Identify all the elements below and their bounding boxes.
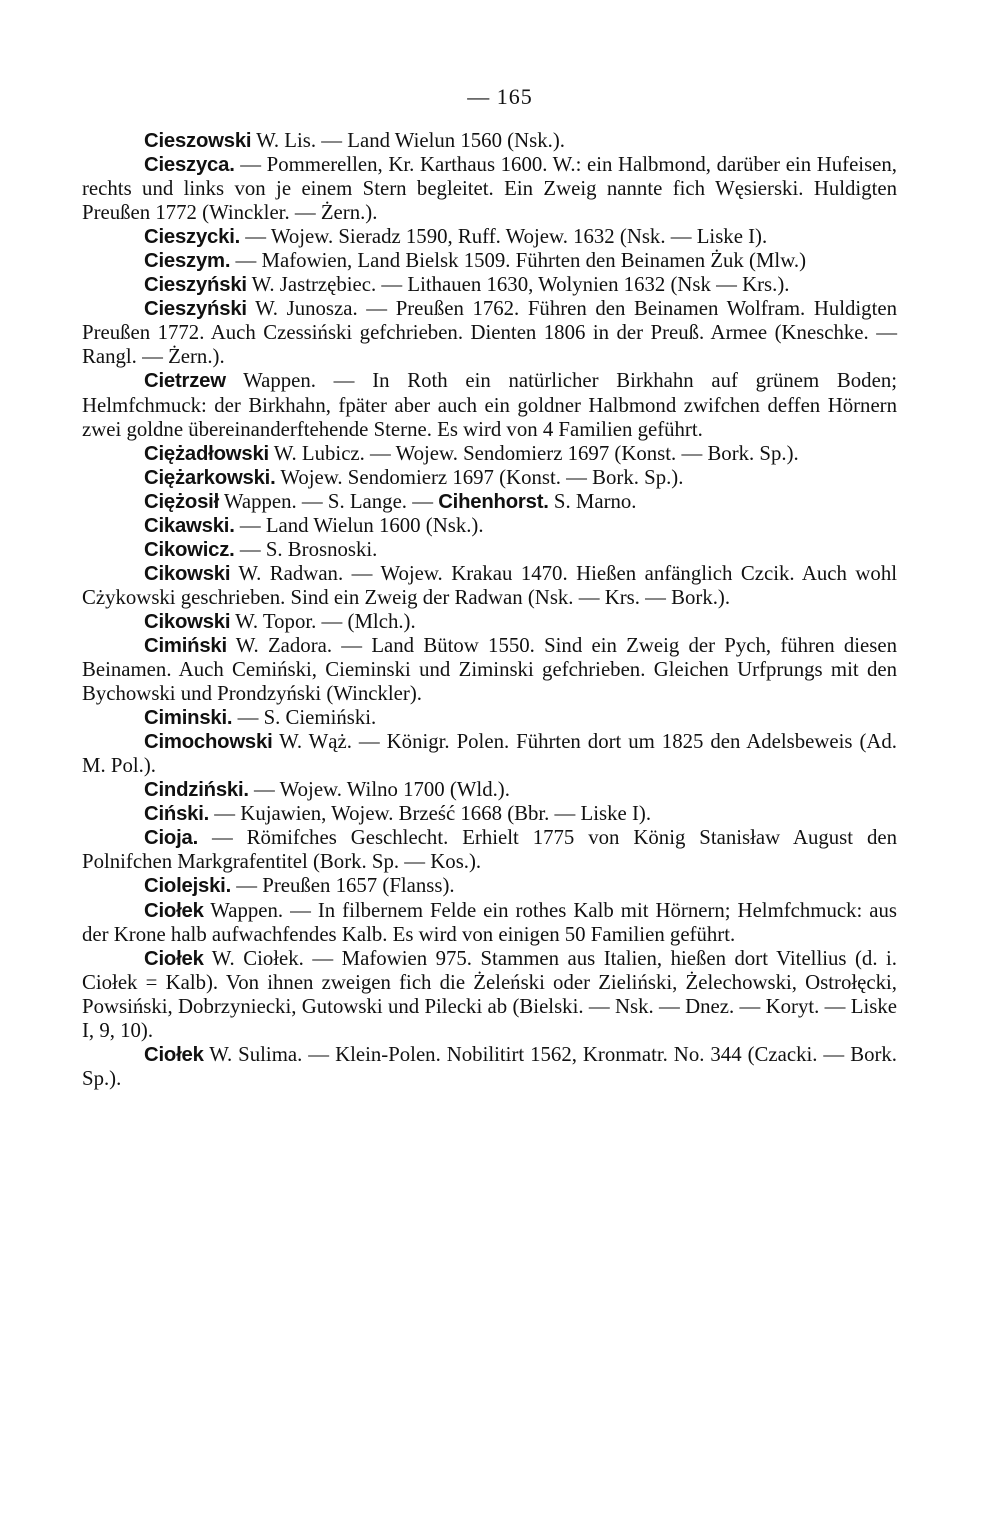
page-number: — 165: [467, 84, 533, 109]
entry: [82, 562, 897, 610]
entry-head: Cindziński.: [144, 779, 249, 802]
entry-head: Cimochowski: [144, 731, 273, 754]
entry-head: Ciężosił: [144, 490, 220, 513]
entry-head: Cihenhorst.: [438, 490, 549, 513]
entry-text: W. Lis. — Land Wielun 1560 (Nsk.).: [251, 129, 565, 152]
dictionary-entries: [82, 129, 897, 1091]
entry: [82, 514, 897, 538]
entry-text: — Pommerellen, Kr. Karthaus 1600. W.: ein Halbmond, darüber ein Hufeisen, rechts und links von je einem Stern begleitet. Ein Zweig nannte fich Węsierski. Huldigten Preußen 1772 (Winckler. — Żern.).: [82, 153, 897, 225]
entry-head: Ciński.: [144, 803, 210, 826]
entry-text: — Wojew. Sieradz 1590, Ruff. Wojew. 1632 (Nsk. — Liske I).: [240, 225, 768, 249]
entry-text: — S. Brosnoski.: [234, 537, 378, 561]
entry-text: — Land Wielun 1600 (Nsk.).: [234, 513, 484, 537]
entry: [82, 610, 897, 634]
entry: [82, 730, 897, 778]
entry-text: — Römifches Geschlecht. Erhielt 1775 von König Stanisław August den Polnifchen Markgrafentitel (Bork. Sp. — Kos.).: [82, 826, 897, 874]
entry-head: Cieszym.: [144, 250, 231, 273]
entry: [82, 634, 897, 706]
entry-text: — Kujawien, Wojew. Brześć 1668 (Bbr. — Liske I).: [209, 802, 652, 826]
entry-text: S. Marno.: [548, 489, 637, 513]
entry-text: — Mafowien, Land Bielsk 1509. Führten den Beinamen Żuk (Mlw.): [230, 249, 807, 273]
entry-text: W. Topor. — (Mlch.).: [230, 609, 416, 633]
entry-head: Cieszowski: [144, 130, 252, 152]
entry-head: Ciołek: [144, 899, 204, 922]
entry: [82, 153, 897, 225]
entry-text: W. Radwan. — Wojew. Krakau 1470. Hießen anfänglich Czcik. Auch wohl Cżykowski geschrieben. Sind ein Zweig der Radwan (Nsk. — Krs. — Bork.).: [82, 561, 897, 609]
entry-head: Cioja.: [144, 827, 199, 850]
entry-head: Cimiński: [144, 634, 227, 657]
entry-head: Ciolejski.: [144, 875, 232, 898]
entry-head: Cieszycki.: [144, 226, 241, 249]
entry-head: Cieszyca.: [144, 154, 235, 177]
entry-text: Wappen. — S. Lange. —: [219, 489, 439, 513]
entry-text: W. Jastrzębiec. — Lithauen 1630, Wolynien 1632 (Nsk — Krs.).: [246, 273, 790, 297]
entry-head: Ciołek: [144, 947, 204, 970]
entry: [82, 899, 897, 947]
entry: [82, 538, 897, 562]
entry-head: Cikawski.: [144, 514, 235, 537]
entry: [82, 129, 897, 153]
entry: [82, 826, 897, 874]
entry: [82, 802, 897, 826]
entry: [82, 249, 897, 273]
entry: [82, 466, 897, 490]
entry: [82, 947, 897, 1043]
entry: [82, 1043, 897, 1091]
entry: [82, 369, 897, 441]
entry-head: Cikowicz.: [144, 538, 235, 561]
entry-text: — Wojew. Wilno 1700 (Wld.).: [248, 778, 510, 802]
entry: [82, 442, 897, 466]
entry-text: — S. Ciemiński.: [232, 706, 377, 730]
entry-head: Ciężadłowski: [144, 442, 269, 465]
entry: [82, 778, 897, 802]
entry-text: W. Sulima. — Klein-Polen. Nobilitirt 1562, Kronmatr. No. 344 (Czacki. — Bork. Sp.).: [82, 1042, 897, 1090]
entry-head: Cikowski: [144, 562, 231, 585]
entry-text: W. Ciołek. — Mafowien 975. Stammen aus Italien, hießen dort Vitellius (d. i. Ciołek = Kalb). Von ihnen zweigen fich die Żeleński oder Zieliński, Żelechowski, Ostrołęcki, Powsiński, Dobrzyniecki, Gutowski und Pilecki ab (Bielski. — Nsk. — Dnez. — Koryt. — Liske I, 9, 10).: [82, 946, 897, 1042]
entry-head: Cietrzew: [144, 370, 226, 393]
entry-text: W. Lubicz. — Wojew. Sendomierz 1697 (Konst. — Bork. Sp.).: [268, 441, 799, 465]
entry-head: Cieszyński: [144, 274, 247, 297]
entry-text: — Preußen 1657 (Flanss).: [231, 874, 455, 898]
entry: [82, 273, 897, 297]
entry: [82, 490, 897, 514]
entry-head: Ciężarkowski.: [144, 466, 276, 489]
entry-head: Cieszyński: [144, 298, 247, 321]
entry: [82, 297, 897, 369]
entry: [82, 706, 897, 730]
entry-text: W. Zadora. — Land Bütow 1550. Sind ein Zweig der Pych, führen diesen Beinamen. Auch Cemiński, Cieminski und Ziminski gefchrieben. Gleichen Urfprungs mit den Bychowski und Prondzyński (Winckler).: [82, 633, 897, 706]
entry-text: W. Junosza. — Preußen 1762. Führen den Beinamen Wolfram. Huldigten Preußen 1772. Auch Czessiński gefchrieben. Dienten 1806 in der Preuß. Armee (Kneschke. — Rangl. — Żern.).: [82, 297, 897, 369]
entry-text: Wojew. Sendomierz 1697 (Konst. — Bork. Sp.).: [275, 465, 684, 489]
entry-head: Ciołek: [144, 1043, 204, 1066]
entry-text: W. Wąż. — Königr. Polen. Führten dort um 1825 den Adelsbeweis (Ad. M. Pol.).: [82, 730, 897, 778]
entry-head: Ciminski.: [144, 707, 233, 730]
entry-head: Cikowski: [144, 610, 231, 633]
entry: [82, 874, 897, 898]
entry-text: Wappen. — In Roth ein natürlicher Birkhahn auf grünem Boden; Helmfchmuck: der Birkhahn, fpäter aber auch ein goldner Halbmond zwifchen deffen Hörnern zwei goldne übereinanderftehende Sterne. Es wird von 4 Familien geführt.: [82, 369, 897, 441]
entry-text: Wappen. — In filbernem Felde ein rothes Kalb mit Hörnern; Helmfchmuck: aus der Krone halb aufwachfendes Kalb. Es wird von einigen 50 Familien geführt.: [82, 898, 897, 946]
entry: [82, 225, 897, 249]
